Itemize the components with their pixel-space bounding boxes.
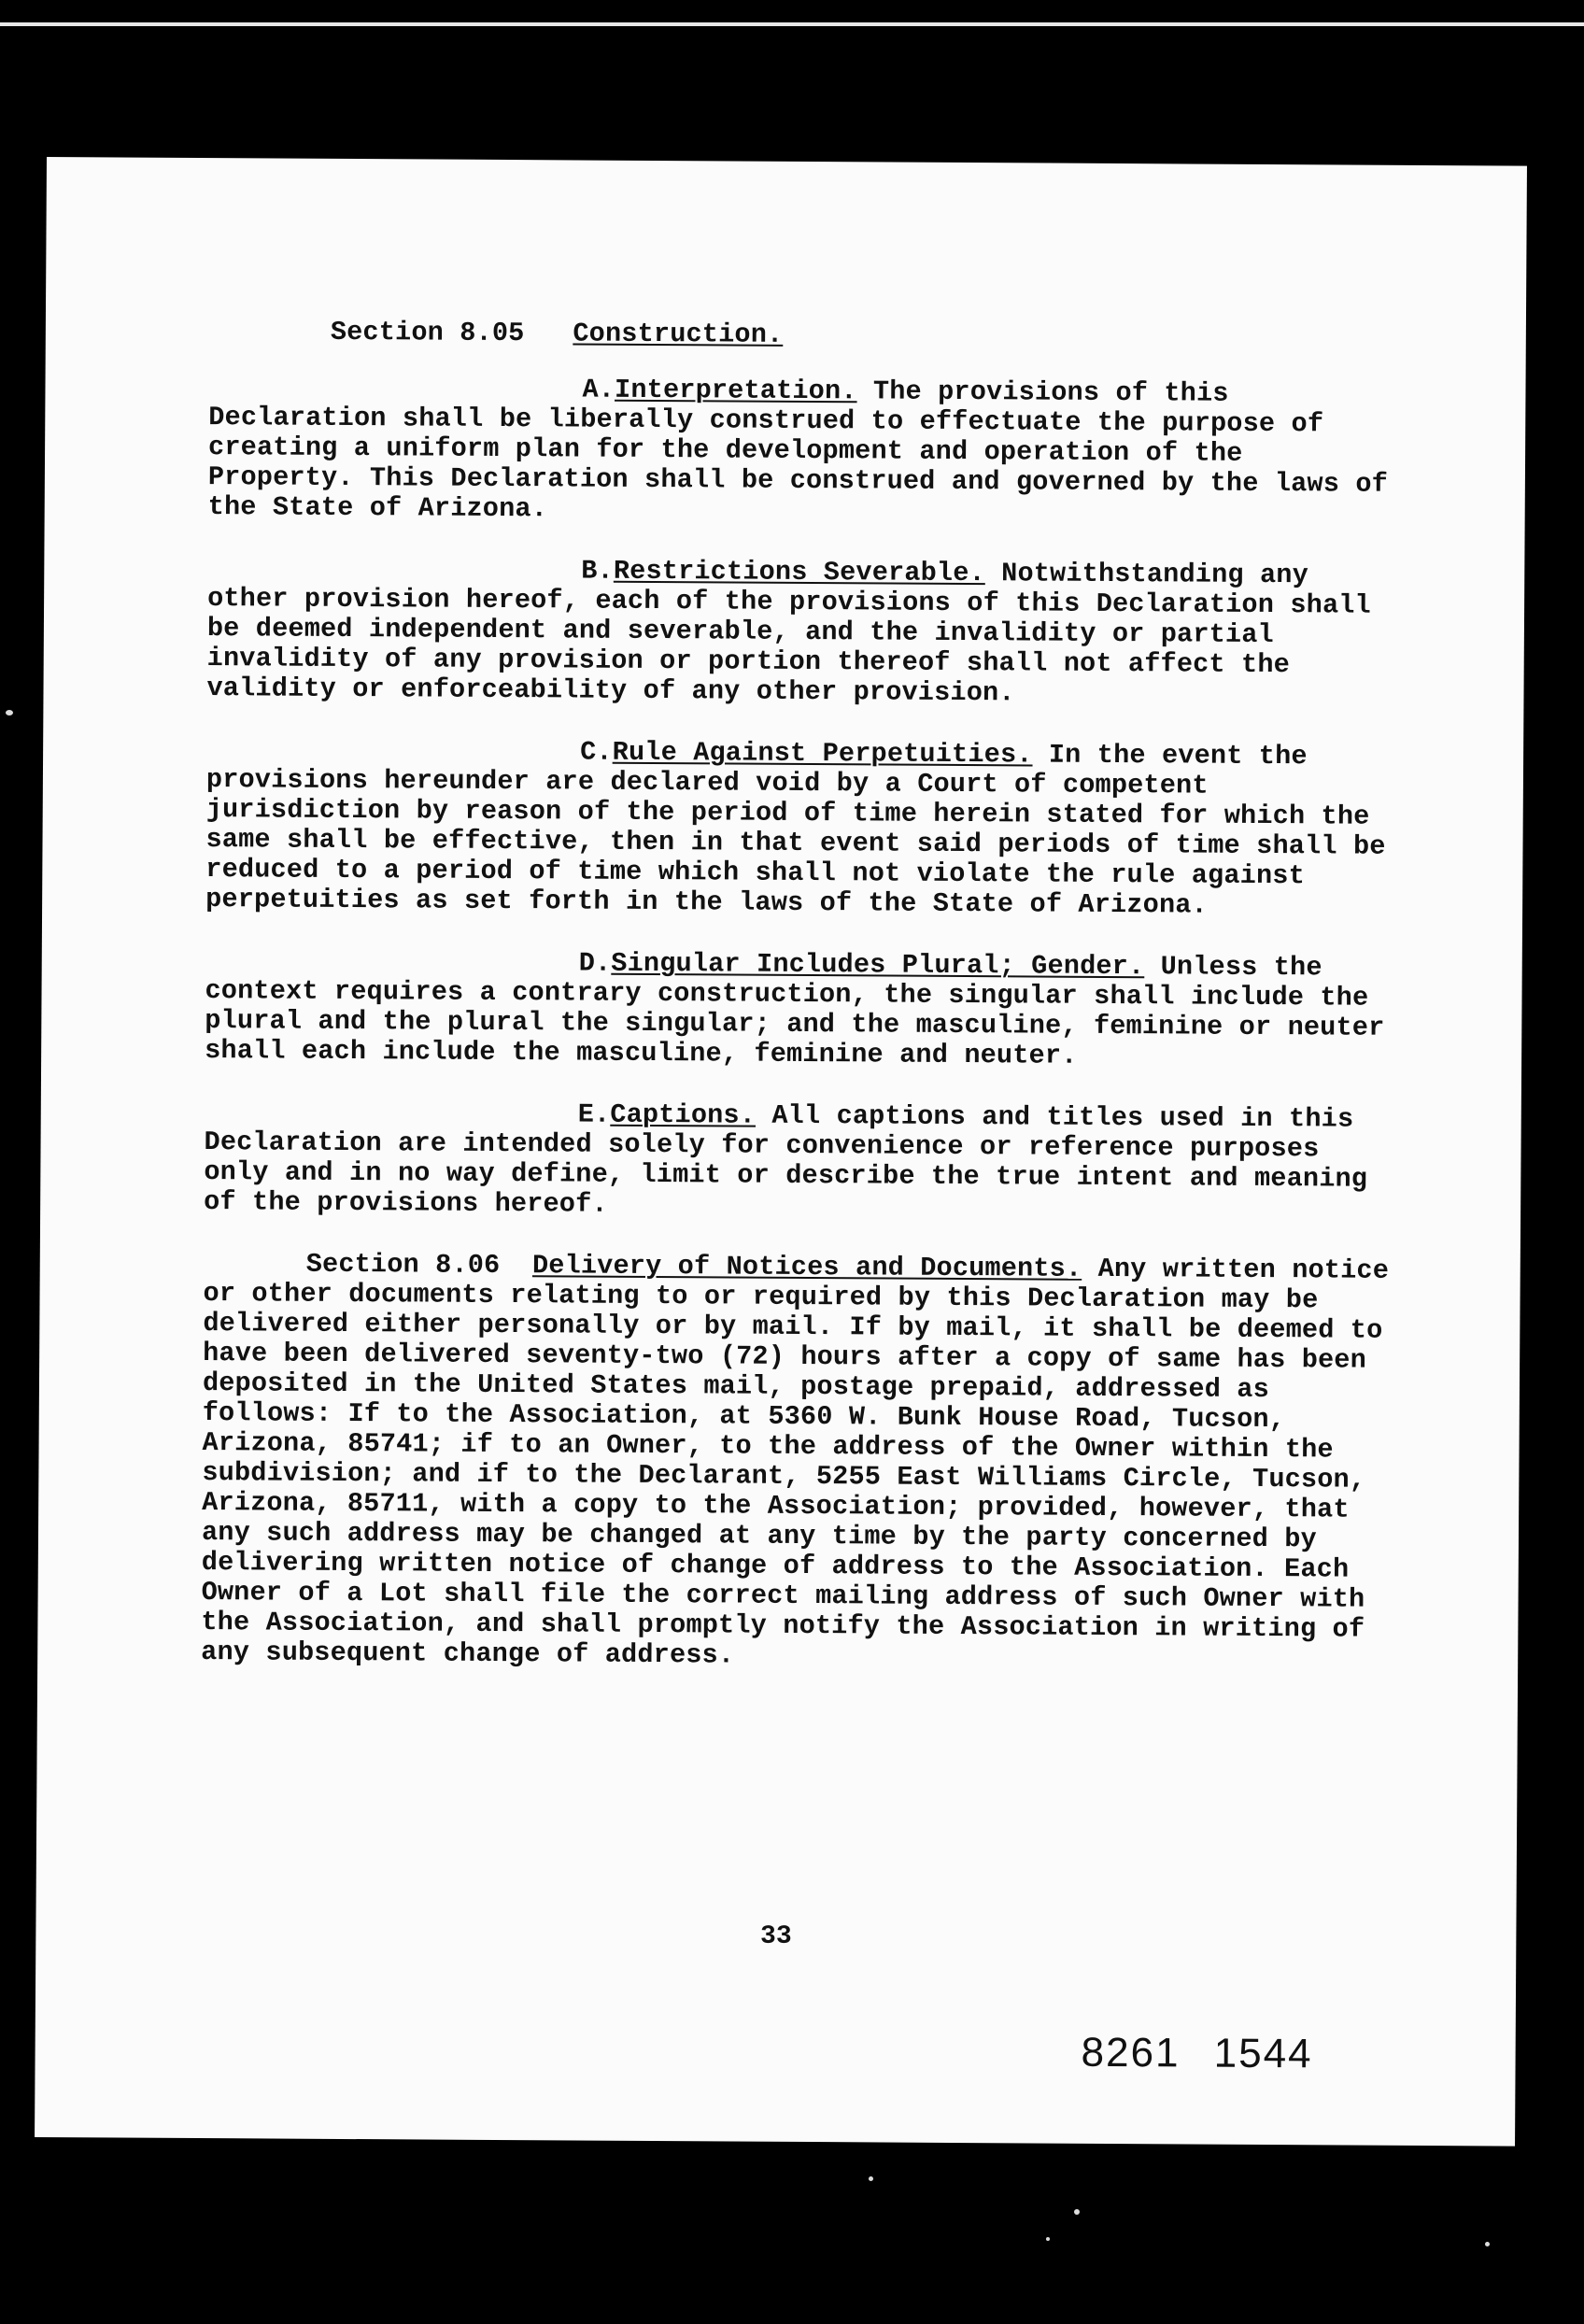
paragraph-title: Rule Against Perpetuities. xyxy=(612,736,1033,771)
scan-speck xyxy=(869,2176,873,2181)
paragraph-text: The provisions of this Declaration shall be liberally construed to effectuate the purpose of creating a uniform plan for the development and operation of the Property. This Declaration shall be construed and governed by the laws of the State of Arizona. xyxy=(207,376,1389,525)
paragraph-title: Captions. xyxy=(610,1098,757,1131)
paragraph-title: Restrictions Severable. xyxy=(613,555,985,589)
page-number: 33 xyxy=(759,1921,792,1951)
scan-speck xyxy=(1074,2209,1080,2215)
paragraph-letter: E. xyxy=(577,1098,611,1130)
paragraph-letter: D. xyxy=(578,947,612,979)
scan-speck xyxy=(1046,2237,1050,2241)
paragraph-text: In the event the provisions hereunder are declared void by a Court of competent jurisdiction by reason of the period of time herein stated for which the same shall be effective, then in that event said periods of time shall be reduced to a period of time which shall not violate the rule against perpetuities as set forth in the laws of the State of Arizona. xyxy=(205,739,1386,921)
section-8-06 xyxy=(201,1249,1399,1675)
paragraph-text: All captions and titles used in this Declaration are intended solely for convenience or reference purposes only and in no way define, limit or describe the true intent and meaning of the provisions hereof. xyxy=(204,1099,1368,1220)
paragraph-text: Notwithstanding any other provision hereof, each of the provisions of this Declaration shall be deemed independent and severable, and the invalidity or partial invalidity of any provision or portion thereof shall not affect the validity or enforceability of any other provision. xyxy=(206,558,1372,709)
scan-speck xyxy=(1485,2242,1490,2246)
paragraph-text: Unless the context requires a contrary construction, the singular shall include the plural and the plural the singular; and the masculine, feminine or neuter shall each include the masculine, feminine and neuter. xyxy=(205,951,1385,1071)
scan-top-border xyxy=(0,22,1584,26)
section-number: Section 8.05 xyxy=(330,316,525,349)
section-number: Section 8.06 xyxy=(305,1248,501,1281)
paragraph-title: Singular Includes Plural; Gender. xyxy=(611,947,1145,983)
document-body xyxy=(201,317,1405,1707)
section-8-05-heading xyxy=(331,318,1405,354)
paragraph-c xyxy=(205,735,1402,922)
paragraph-title: Interpretation. xyxy=(614,374,857,407)
paragraph-a xyxy=(208,373,1405,530)
section-text: Any written notice or other documents relating to or required by this Declaration may be delivered either personally or by mail. If by mail, it shall be deemed to have been delivered seventy-two (72) hours after a copy of same has been deposited in the United States mail, postage prepaid, addressed as follows: If to the Association, at 5360 W. Bunk House Road, Tucson, Arizona, 85741; if to an Owner, to the address of the Owner within the subdivision; and if to the Declarant, 5255 East Williams Circle, Tucson, Arizona, 85711, with a copy to the Association; provided, however, that any such address may be changed at any time by the party concerned by delivering written notice of change of address to the Association. Each Owner of a Lot shall file the correct mailing address of such Owner with the Association, and shall promptly notify the Association in writing of any subsequent change of address. xyxy=(201,1253,1390,1671)
paragraph-letter: C. xyxy=(580,736,613,768)
paragraph-b xyxy=(206,554,1403,711)
section-title: Delivery of Notices and Documents. xyxy=(531,1250,1082,1284)
document-page xyxy=(35,157,1527,2147)
recording-stamp: 8261 1544 xyxy=(1081,2029,1313,2077)
paragraph-d xyxy=(205,946,1401,1073)
paragraph-e xyxy=(204,1098,1400,1225)
section-title: Construction. xyxy=(573,318,784,350)
paragraph-letter: A. xyxy=(582,374,615,405)
paragraph-letter: B. xyxy=(581,555,615,587)
scan-speck xyxy=(6,710,13,716)
